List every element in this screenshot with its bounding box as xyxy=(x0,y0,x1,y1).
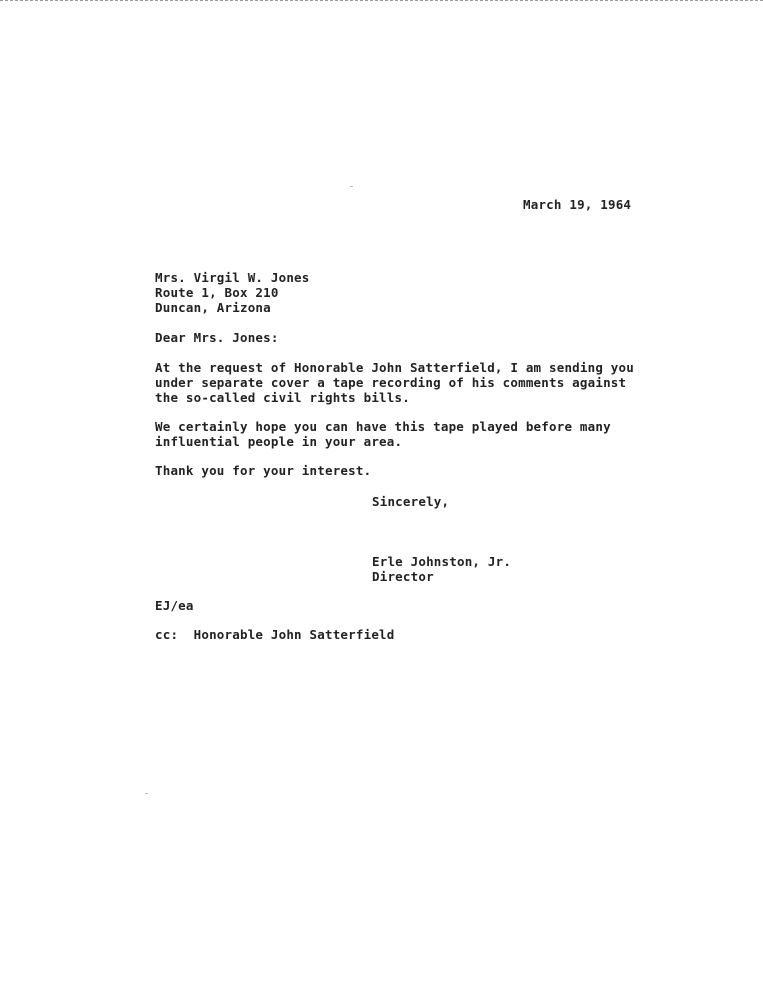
recipient-address-line2: Duncan, Arizona xyxy=(155,300,271,315)
closing: Sincerely, xyxy=(372,494,450,509)
paragraph1-line2: under separate cover a tape recording of his comments against xyxy=(155,375,627,390)
typist-initials: EJ/ea xyxy=(155,598,194,613)
paper-speck xyxy=(145,793,148,794)
salutation: Dear Mrs. Jones: xyxy=(155,330,279,345)
recipient-name: Mrs. Virgil W. Jones xyxy=(155,270,310,285)
signer-name: Erle Johnston, Jr. xyxy=(372,554,512,569)
paragraph1-line1: At the request of Honorable John Satterfield, I am sending you xyxy=(155,360,634,375)
paragraph2-line2: influential people in your area. xyxy=(155,434,403,449)
paper-speck xyxy=(350,186,353,187)
letter-date: March 19, 1964 xyxy=(523,197,632,212)
cc-line: cc: Honorable John Satterfield xyxy=(155,627,395,642)
paragraph1-line3: the so-called civil rights bills. xyxy=(155,390,410,405)
paragraph3: Thank you for your interest. xyxy=(155,463,372,478)
paragraph2-line1: We certainly hope you can have this tape played before many xyxy=(155,419,611,434)
recipient-address-line1: Route 1, Box 210 xyxy=(155,285,279,300)
signer-title: Director xyxy=(372,569,434,584)
